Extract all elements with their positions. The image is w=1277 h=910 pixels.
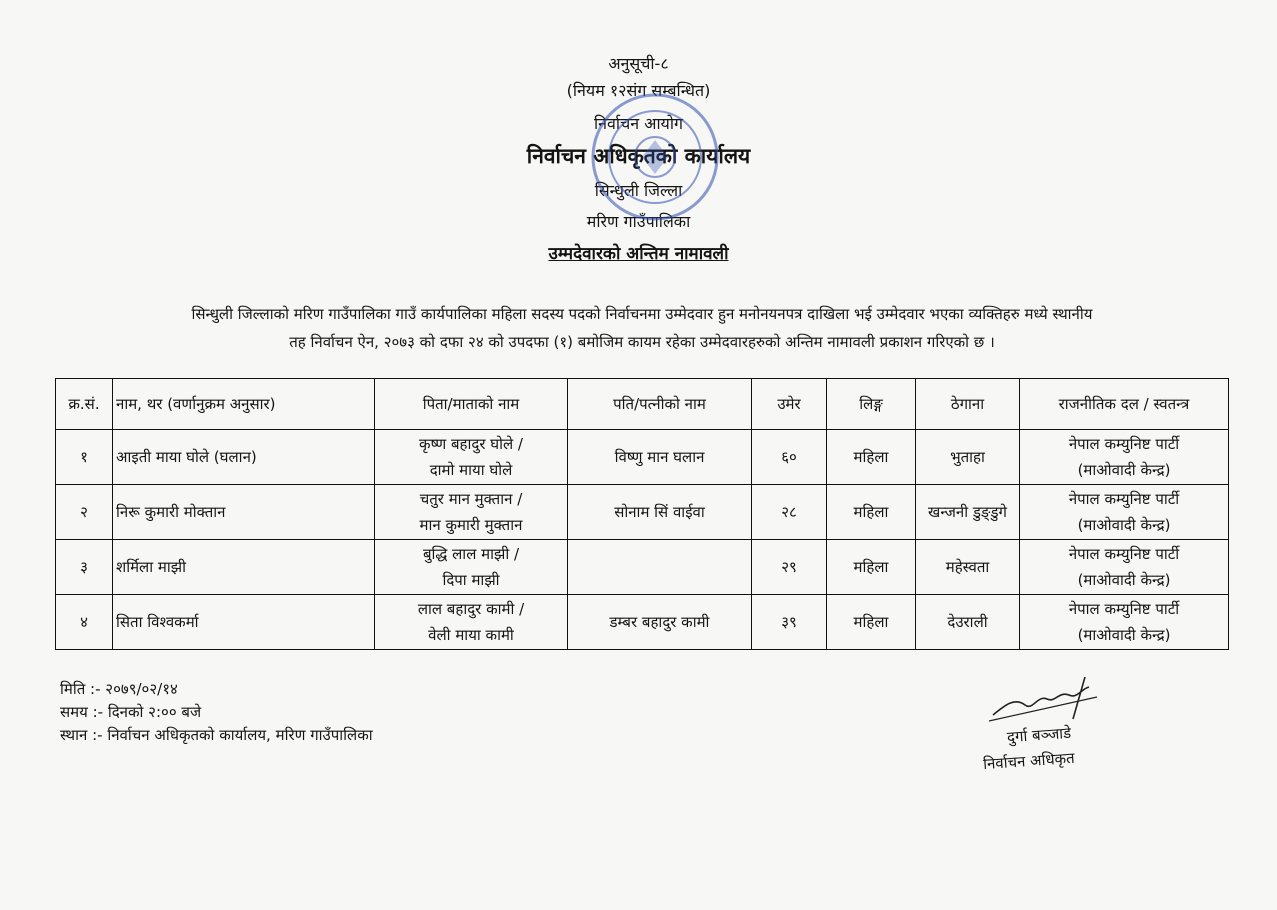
cell-mother: दिपा माझी [442,571,500,589]
cell-sn: ४ [56,595,113,650]
cell-gender: महिला [827,430,916,485]
intro-paragraph [58,300,1226,356]
cell-sn: १ [56,430,113,485]
commission-name: निर्वाचन आयोग [594,114,683,133]
cell-name: शर्मिला माझी [113,540,375,595]
cell-party [1020,595,1229,650]
cell-name: सिता विश्वकर्मा [113,595,375,650]
cell-party-line-2: (माओवादी केन्द्र) [1077,461,1171,479]
table-row [56,430,1229,485]
municipality-name: मरिण गाउँपालिका [586,212,691,231]
header-spouse: पति/पत्नीको नाम [568,379,752,430]
cell-party-line-1: नेपाल कम्युनिष्ट पार्टी [1068,545,1180,563]
schedule-label: अनुसूची-८ [608,54,669,73]
cell-father: लाल बहादुर कामी / [417,600,525,618]
header-address: ठेगाना [916,379,1020,430]
officer-name: दुर्गा बञ्जाडे [1006,723,1072,747]
cell-parents [375,485,568,540]
cell-spouse: डम्बर बहादुर कामी [568,595,752,650]
table-row [56,485,1229,540]
cell-mother: वेली माया कामी [428,626,514,644]
table-row [56,540,1229,595]
candidate-table [55,378,1229,650]
cell-parents [375,430,568,485]
cell-age: २८ [752,485,827,540]
header-sn: क्र.सं. [56,379,113,430]
publication-date: मिति :- २०७९/०२/१४ [60,680,178,698]
table-row [56,595,1229,650]
cell-party [1020,430,1229,485]
cell-mother: मान कुमारी मुक्तान [419,516,523,534]
cell-spouse: सोनाम सिं वाईवा [568,485,752,540]
cell-spouse: विष्णु मान घलान [568,430,752,485]
cell-father: चतुर मान मुक्तान / [419,490,523,508]
cell-party-line-1: नेपाल कम्युनिष्ट पार्टी [1068,435,1180,453]
cell-address: खन्जनी डुङ्डुगे [916,485,1020,540]
intro-line-1: सिन्धुली जिल्लाको मरिण गाउँपालिका गाउँ कार्यपालिका महिला सदस्य पदको निर्वाचनमा उम्मेदवार हुन मनोनयनपत्र दाखिला भई उम्मेदवार भएका व्यक्तिहरु मध्ये स्थानीय [191,305,1093,323]
cell-gender: महिला [827,595,916,650]
cell-parents [375,540,568,595]
rule-reference: (नियम १२संग सम्बन्धित) [566,81,711,100]
cell-party-line-2: (माओवादी केन्द्र) [1077,516,1171,534]
cell-age: २९ [752,540,827,595]
header-age: उमेर [752,379,827,430]
header-gender: लिङ्ग [827,379,916,430]
publication-details [60,678,373,747]
intro-line-2: तह निर्वाचन ऐन, २०७३ को दफा २४ को उपदफा (१) बमोजिम कायम रहेका उम्मेदवारहरुको अन्तिम नामावली प्रकाशन गरिएको छ । [289,333,995,351]
district-name: सिन्धुली जिल्ला [594,181,683,200]
cell-father: कृष्ण बहादुर घोले / [419,435,523,453]
table-header-row [56,379,1229,430]
office-name: निर्वाचन अधिकृतको कार्यालय [526,144,751,168]
cell-party-line-1: नेपाल कम्युनिष्ट पार्टी [1068,490,1180,508]
signature-scribble-icon [985,675,1115,725]
cell-gender: महिला [827,485,916,540]
publication-place: स्थान :- निर्वाचन अधिकृतको कार्यालय, मरिण गाउँपालिका [60,726,373,744]
cell-party-line-1: नेपाल कम्युनिष्ट पार्टी [1068,600,1180,618]
cell-party-line-2: (माओवादी केन्द्र) [1077,626,1171,644]
publication-time: समय :- दिनको २:०० बजे [60,703,202,721]
cell-sn: ३ [56,540,113,595]
cell-parents [375,595,568,650]
cell-spouse [568,540,752,595]
cell-sn: २ [56,485,113,540]
cell-party [1020,540,1229,595]
officer-title: निर्वाचन अधिकृत [982,748,1076,774]
header-parents: पिता/माताको नाम [375,379,568,430]
cell-age: ६० [752,430,827,485]
header-name: नाम, थर (वर्णानुक्रम अनुसार) [113,379,375,430]
cell-name: निरू कुमारी मोक्तान [113,485,375,540]
cell-party [1020,485,1229,540]
header-party: राजनीतिक दल / स्वतन्त्र [1020,379,1229,430]
cell-address: भुताहा [916,430,1020,485]
document-title: उम्मदेवारको अन्तिम नामावली [548,244,729,264]
cell-address: महेस्वता [916,540,1020,595]
cell-name: आइती माया घोले (घलान) [113,430,375,485]
cell-address: देउराली [916,595,1020,650]
officer-signature-block [975,675,1155,785]
cell-mother: दामो माया घोले [429,461,513,479]
cell-father: बुद्धि लाल माझी / [422,545,520,563]
cell-age: ३९ [752,595,827,650]
cell-gender: महिला [827,540,916,595]
cell-party-line-2: (माओवादी केन्द्र) [1077,571,1171,589]
